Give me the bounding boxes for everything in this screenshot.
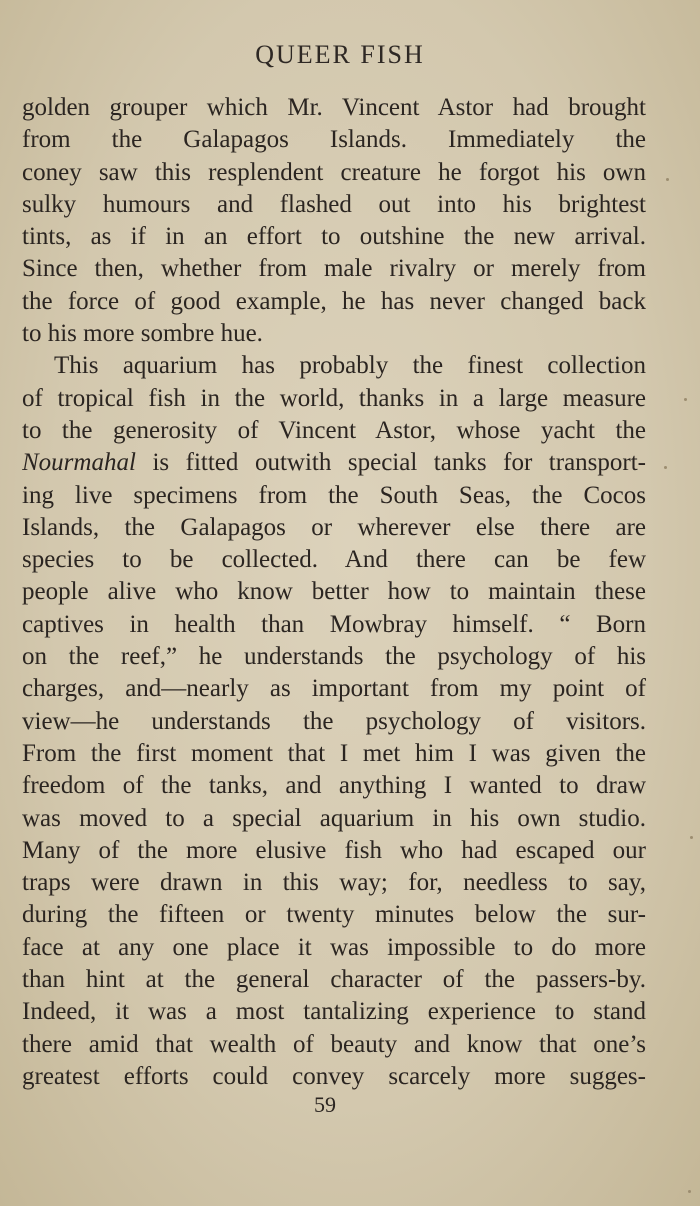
text-line: sulky humours and flashed out into his brightest [22,190,646,218]
text-line: This aquarium has probably the finest collection [54,352,646,380]
text-line: ing live specimens from the South Seas, the Cocos [22,481,646,509]
ship-name: Nourmahal [22,449,136,477]
text-line: greatest efforts could convey scarcely more sugges- [22,1062,646,1090]
text-line: captives in health than Mowbray himself. “ Born [22,610,646,638]
text-line: From the first moment that I met him I was given the [22,739,646,767]
text-line: golden grouper which Mr. Vincent Astor had brought [22,94,646,121]
text-line: face at any one place it was impossible to do more [22,933,646,961]
text-line: of tropical fish in the world, thanks in a large measure [22,384,646,412]
paper-speck [664,466,667,469]
body-text [22,92,646,1093]
text-line: coney saw this resplendent creature he forgot his own [22,158,646,186]
text-line: to his more sombre hue. [22,320,263,348]
text-line: Many of the more elusive fish who had escaped our [22,836,646,864]
paper-speck [690,836,693,839]
paper-speck [666,178,669,181]
page-number: 59 [314,1092,336,1117]
paragraph [22,92,646,350]
text-line: traps were drawn in this way; for, needless to say, [22,869,646,897]
text-line: charges, and—nearly as important from my point of [22,675,646,703]
text-line: than hint at the general character of the passers-by. [22,966,646,994]
paragraph [22,350,646,1093]
text-line: to the generosity of Vincent Astor, whose yacht the [22,416,646,444]
text-line: during the fifteen or twenty minutes below the sur- [22,901,646,929]
text-line: species to be collected. And there can be few [22,546,646,574]
text-line: on the reef,” he understands the psychology of his [22,643,646,671]
text-line: Indeed, it was a most tantalizing experience to stand [22,998,646,1026]
text-line: view—he understands the psychology of visitors. [22,707,646,735]
text-line: freedom of the tanks, and anything I wanted to draw [22,772,646,800]
running-head: QUEER FISH [255,40,425,69]
text-line: Islands, the Galapagos or wherever else there are [22,513,646,541]
text-line: Since then, whether from male rivalry or merely from [22,255,646,283]
text-line: there amid that wealth of beauty and know that one’s [22,1030,646,1058]
text-line: people alive who know better how to maintain these [22,578,646,606]
text-line: tints, as if in an effort to outshine the new arrival. [22,223,646,251]
text-line-italic-ship: Nourmahal is fitted outwith special tanks for transport- [22,449,646,477]
text-line: the force of good example, he has never changed back [22,287,646,315]
text-line: from the Galapagos Islands. Immediately the [22,126,646,154]
paper-speck [688,1190,691,1193]
text-line: was moved to a special aquarium in his own studio. [22,804,646,832]
paper-speck [684,398,687,401]
